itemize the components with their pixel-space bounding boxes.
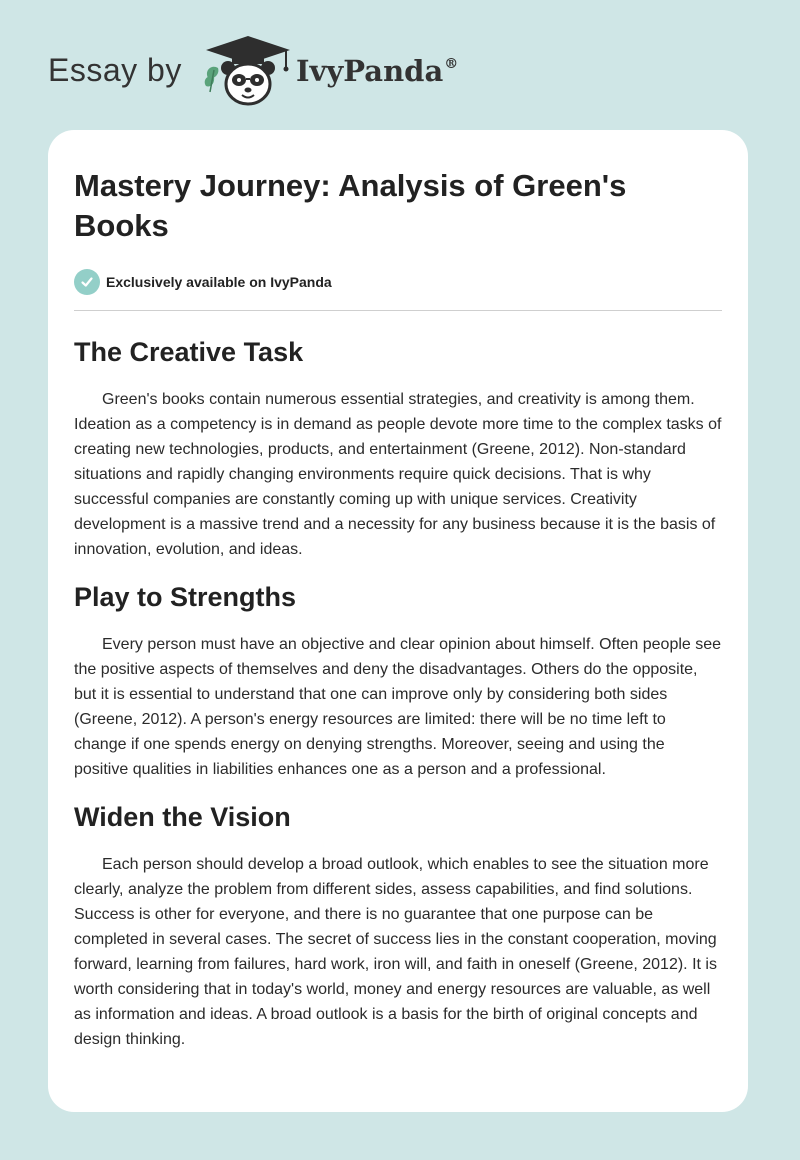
section-paragraph-creative-task: Green's books contain numerous essential strategies, and creativity is among them. Ideation as a competency is in demand as people devote more time to the complex tasks of creating new technologies, products, and entertainment (Greene, 2012). Non-standard situations and rapidly changing environments require quick decisions. That is why successful companies are constantly coming up with unique services. Creativity development is a massive trend and a necessity for any business because it is the basis of innovation, evolution, and ideas. (74, 391, 722, 558)
brand-prefix: Essay by (48, 52, 182, 88)
registered-mark: ® (444, 56, 459, 72)
check-icon (74, 269, 100, 295)
brand-name[interactable]: IvyPanda® (296, 54, 459, 88)
page-title: Mastery Journey: Analysis of Green's Books (74, 168, 627, 243)
section-paragraph-play-to-strengths: Every person must have an objective and clear opinion about himself. Often people see the positive aspects of themselves and deny the disadvantages. Others do the opposite, but it is essential to understand that one can improve only by considering both sides (Greene, 2012). A person's energy resources are limited: there will be no time left to change if one spends energy on denying strengths. Moreover, seeing and using the positive qualities in liabilities enhances one as a person and a professional. (74, 636, 722, 778)
site-header (0, 0, 800, 130)
essay-content (74, 166, 722, 1052)
essay-card (48, 130, 748, 1112)
section-heading-play-to-strengths: Play to Strengths (74, 582, 297, 612)
panda-graduate-logo-icon[interactable] (202, 34, 294, 108)
section-paragraph-widen-the-vision: Each person should develop a broad outlook, which enables to see the situation more clearly, analyze the problem from different sides, assess capabilities, and find solutions. Success is other for everyone, and there is no guarantee that one purpose can be completed in several cases. The secret of success lies in the constant cooperation, moving forward, learning from failures, hard work, iron will, and faith in oneself (Greene, 2012). It is worth considering that in today's world, money and energy resources are valuable, as well as information and ideas. A broad outlook is a basis for the birth of original concepts and design thinking. (74, 856, 717, 1048)
divider (74, 310, 722, 311)
section-heading-widen-the-vision: Widen the Vision (74, 802, 291, 832)
section-heading-creative-task: The Creative Task (74, 337, 304, 367)
exclusive-badge-text: Exclusively available on IvyPanda (106, 274, 332, 290)
exclusive-badge (74, 268, 722, 296)
